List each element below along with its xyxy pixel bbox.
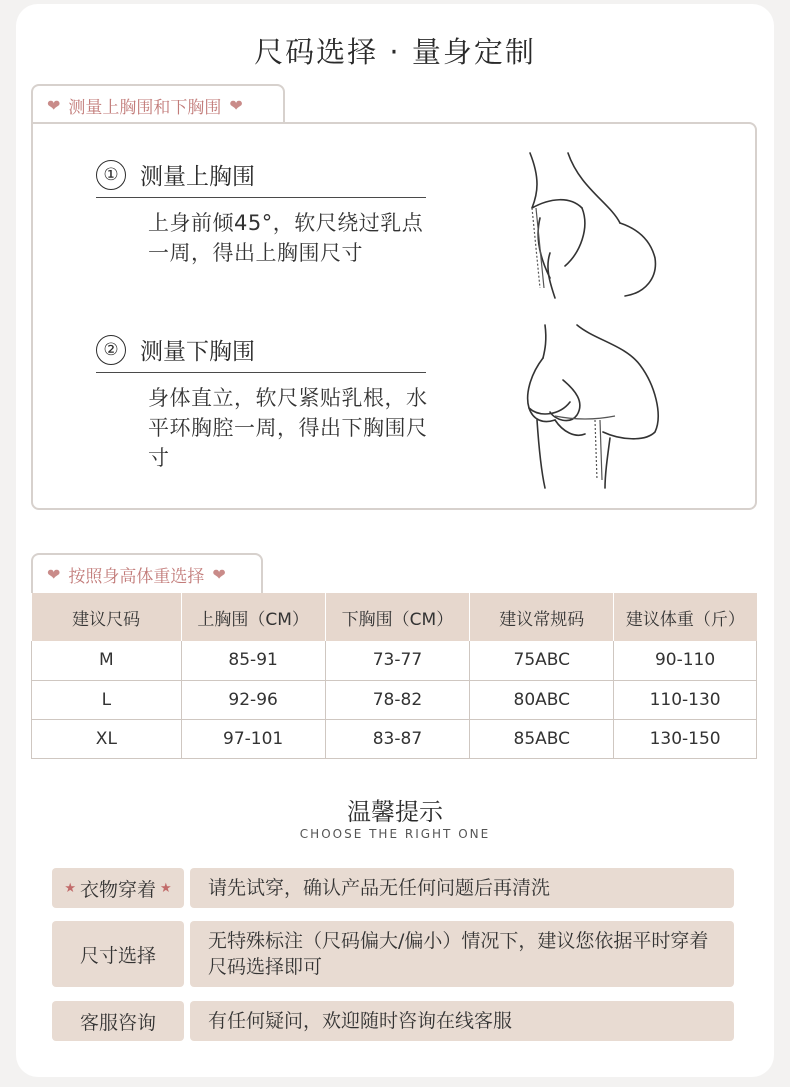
step-number: ① [96, 160, 126, 190]
measure-step-2 [96, 333, 426, 473]
table-cell: M [32, 641, 182, 680]
heart-icon: ❤ [47, 95, 61, 115]
table-cell: 85ABC [470, 719, 614, 758]
tip-label-size [52, 921, 184, 987]
col-header: 上胸围（CM） [181, 593, 325, 641]
tip-label-clothing [52, 868, 184, 908]
col-header: 下胸围（CM） [325, 593, 470, 641]
measure-step-1 [96, 158, 426, 268]
table-cell: 130-150 [614, 719, 757, 758]
step-title: 测量上胸围 [140, 164, 255, 190]
heart-icon: ❤ [212, 564, 226, 584]
table-row [32, 719, 757, 758]
table-row [32, 680, 757, 719]
table-cell: XL [32, 719, 182, 758]
size-tab [31, 553, 263, 593]
tip-text-size: 无特殊标注（尺码偏大/偏小）情况下，建议您依据平时穿着尺码选择即可 [190, 921, 734, 987]
table-cell: 78-82 [325, 680, 470, 719]
tip-label-service [52, 1001, 184, 1041]
figure-upper-bust-illustration [510, 148, 670, 308]
table-cell: 80ABC [470, 680, 614, 719]
measure-tab-label: 测量上胸围和下胸围 [68, 97, 222, 118]
step-number: ② [96, 335, 126, 365]
tips-title: 温馨提示 [347, 798, 443, 826]
table-cell: 75ABC [470, 641, 614, 680]
figure-under-bust-illustration [515, 320, 670, 490]
measure-tab [31, 84, 285, 124]
tip-label-text: 客服咨询 [79, 1011, 156, 1034]
tip-text-clothing: 请先试穿，确认产品无任何问题后再清洗 [190, 868, 734, 908]
table-cell: 73-77 [325, 641, 470, 680]
tip-label-text: 尺寸选择 [79, 944, 156, 967]
star-icon: ★ [160, 880, 172, 896]
table-header-row [32, 593, 757, 641]
table-row [32, 641, 757, 680]
table-cell: L [32, 680, 182, 719]
size-table [31, 593, 757, 759]
heart-icon: ❤ [47, 564, 61, 584]
size-tab-label: 按照身高体重选择 [68, 566, 205, 587]
col-header: 建议尺码 [32, 593, 182, 641]
table-cell: 83-87 [325, 719, 470, 758]
star-icon: ★ [64, 880, 76, 896]
heart-icon: ❤ [229, 95, 243, 115]
table-cell: 97-101 [181, 719, 325, 758]
tip-label-text: 衣物穿着 [79, 878, 156, 901]
table-cell: 110-130 [614, 680, 757, 719]
col-header: 建议体重（斤） [614, 593, 757, 641]
step-description: 身体直立，软尺紧贴乳根，水平环胸腔一周，得出下胸围尺寸 [148, 386, 428, 470]
table-cell: 90-110 [614, 641, 757, 680]
page-title: 尺码选择 · 量身定制 [254, 35, 536, 69]
step-description: 上身前倾45°，软尺绕过乳点一周，得出上胸围尺寸 [148, 211, 424, 265]
table-cell: 85-91 [181, 641, 325, 680]
table-cell: 92-96 [181, 680, 325, 719]
tip-text-service: 有任何疑问，欢迎随时咨询在线客服 [190, 1001, 734, 1041]
col-header: 建议常规码 [470, 593, 614, 641]
step-title: 测量下胸围 [140, 339, 255, 365]
tips-subtitle: CHOOSE THE RIGHT ONE [299, 827, 491, 841]
